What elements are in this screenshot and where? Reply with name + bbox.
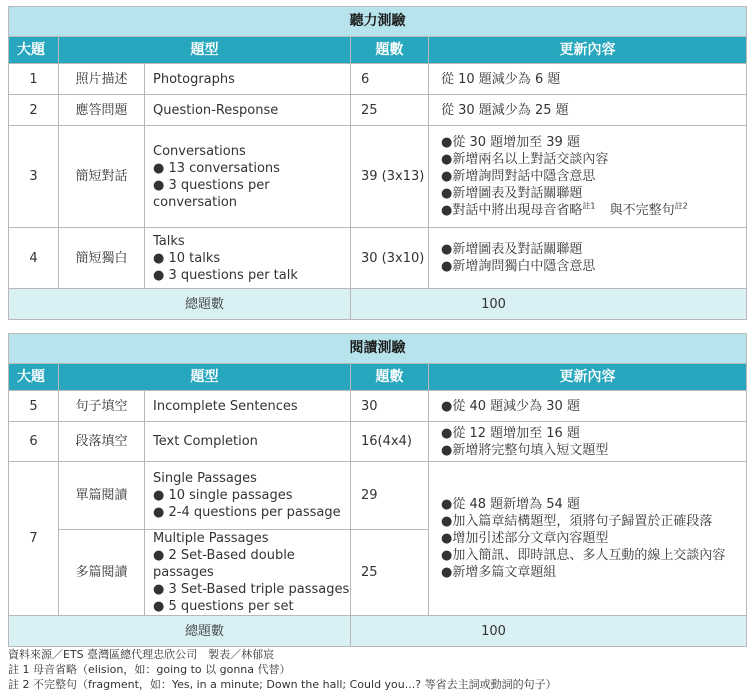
type-zh: 段落填空 (59, 422, 145, 462)
type-en-block (145, 462, 351, 530)
update-text: 與不完整句 (609, 203, 675, 218)
total-row (9, 616, 747, 647)
total-row (9, 289, 747, 320)
table-row (9, 422, 747, 462)
table-row (9, 228, 747, 289)
listening-title: 聽力測驗 (9, 7, 747, 37)
type-en: Single Passages (153, 471, 257, 486)
update-text: ●新增圖表及對話關聯題 (441, 242, 583, 257)
total-value: 100 (351, 289, 747, 320)
update-text: ●新增多篇文章題組 (441, 565, 557, 580)
update-list (429, 462, 747, 616)
header-section: 大題 (9, 37, 59, 64)
type-sub-item: ● 3 questions per talk (153, 267, 298, 283)
type-en: Question-Response (145, 95, 351, 126)
table-row (9, 126, 747, 228)
table-row (9, 391, 747, 422)
header-updates: 更新內容 (429, 37, 747, 64)
section-number: 2 (9, 95, 59, 126)
update-text: ●加入簡訊、即時訊息、多人互動的線上交談內容 (441, 548, 726, 563)
update-text: ●加入篇章結構題型，須將句子歸置於正確段落 (441, 514, 713, 529)
type-en: Multiple Passages (153, 531, 269, 546)
type-sub-item: ● 3 questions per conversation (153, 177, 270, 210)
type-zh: 簡短對話 (59, 126, 145, 228)
update-text: ●增加引述部分文章內容題型 (441, 531, 609, 546)
update-text: ●新增詢問對話中隱含意思 (441, 169, 596, 184)
type-zh: 照片描述 (59, 64, 145, 95)
update-text: ●對話中將出現母音省略 (441, 203, 583, 218)
section-number: 5 (9, 391, 59, 422)
question-count: 30 (3x10) (351, 228, 429, 289)
update-text: ●新增兩名以上對話交談內容 (441, 152, 609, 167)
total-label: 總題數 (9, 289, 351, 320)
question-count: 25 (351, 95, 429, 126)
total-value: 100 (351, 616, 747, 647)
type-sub-item: ● 3 Set-Based triple passages (153, 582, 350, 597)
header-section: 大題 (9, 364, 59, 391)
question-count: 30 (351, 391, 429, 422)
header-count: 題數 (351, 37, 429, 64)
footnote-2: 註 2 不完整句（fragment，如：Yes, in a minute; Down the hall; Could you...? 等省去主詞或動詞的句子） (8, 678, 557, 691)
type-sub-item: ● 13 conversations (153, 160, 280, 176)
section-number: 7 (9, 462, 59, 616)
header-type: 題型 (59, 364, 351, 391)
table-row (9, 462, 747, 530)
type-zh: 句子填空 (59, 391, 145, 422)
update-text: 從 10 題減少為 6 題 (429, 64, 747, 95)
section-number: 4 (9, 228, 59, 289)
section-number: 6 (9, 422, 59, 462)
question-count: 16(4x4) (351, 422, 429, 462)
question-count: 25 (351, 530, 429, 616)
update-list (429, 422, 747, 462)
listening-table (8, 6, 747, 320)
type-zh: 多篇閱讀 (59, 530, 145, 616)
type-sub-item: ● 2 Set-Based double passages (153, 548, 295, 580)
section-number: 3 (9, 126, 59, 228)
update-text: ●新增將完整句填入短文題型 (441, 442, 609, 458)
update-text: ●新增圖表及對話關聯題 (441, 186, 583, 201)
type-zh: 單篇閱讀 (59, 462, 145, 530)
type-en: Conversations (153, 143, 246, 159)
reading-table (8, 333, 747, 647)
type-sub-item: ● 5 questions per set (153, 599, 294, 614)
header-count: 題數 (351, 364, 429, 391)
update-text: ●從 12 題增加至 16 題 (441, 425, 580, 441)
type-en-block (145, 126, 351, 228)
header-updates: 更新內容 (429, 364, 747, 391)
update-list (429, 126, 747, 228)
type-en: Text Completion (145, 422, 351, 462)
type-sub-item: ● 10 talks (153, 250, 221, 266)
footnote-1: 註 1 母音省略（elision，如：going to 以 gonna 代替） (8, 663, 291, 676)
header-type: 題型 (59, 37, 351, 64)
type-sub-item: ● 10 single passages (153, 488, 293, 503)
type-en-block (145, 228, 351, 289)
footnote-ref: 註1 (582, 201, 596, 211)
update-text: ●從 30 題增加至 39 題 (441, 135, 580, 150)
table-row (9, 64, 747, 95)
update-text: ●從 40 題減少為 30 題 (429, 391, 747, 422)
reading-title: 閱讀測驗 (9, 334, 747, 364)
total-label: 總題數 (9, 616, 351, 647)
question-count: 39 (3x13) (351, 126, 429, 228)
update-text: 從 30 題減少為 25 題 (429, 95, 747, 126)
footnotes (8, 647, 746, 692)
footnote-ref: 註2 (674, 201, 688, 211)
type-en: Photographs (145, 64, 351, 95)
type-zh: 簡短獨白 (59, 228, 145, 289)
table-row (9, 95, 747, 126)
type-en: Talks (153, 233, 185, 249)
update-list (429, 228, 747, 289)
type-en: Incomplete Sentences (145, 391, 351, 422)
source-note: 資料來源／ETS 臺灣區總代理忠欣公司 製表／林郁宸 (8, 648, 275, 661)
type-sub-item: ● 2-4 questions per passage (153, 505, 341, 520)
type-zh: 應答問題 (59, 95, 145, 126)
type-en-block (145, 530, 351, 616)
section-number: 1 (9, 64, 59, 95)
question-count: 6 (351, 64, 429, 95)
update-text: ●新增詢問獨白中隱含意思 (441, 259, 596, 274)
question-count: 29 (351, 462, 429, 530)
update-text: ●從 48 題新增為 54 題 (441, 497, 580, 512)
update-text-with-notes (441, 202, 746, 219)
